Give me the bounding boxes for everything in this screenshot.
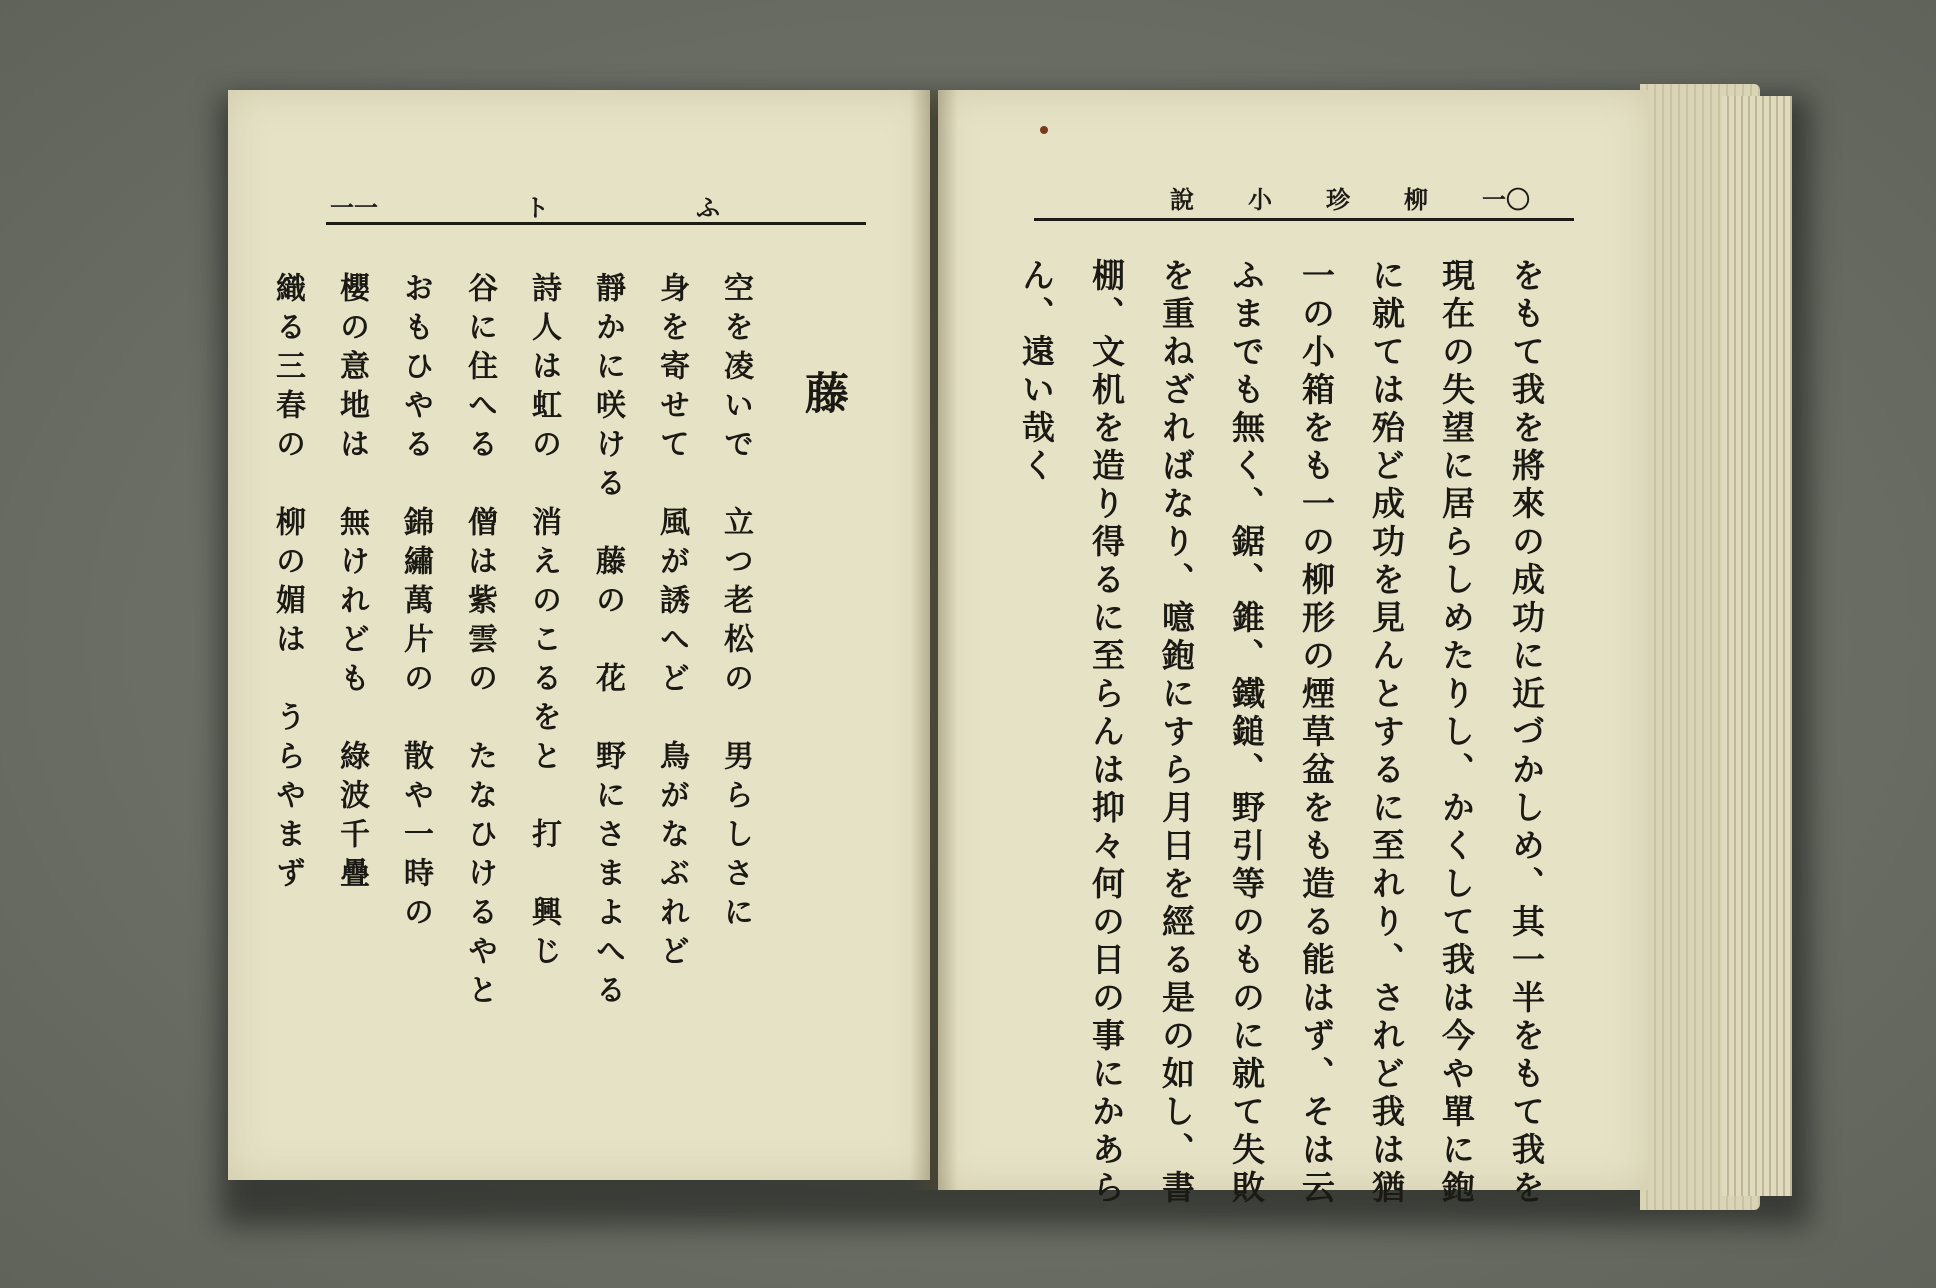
poem-line: 織る三春の 柳の媚は うらやまず xyxy=(270,272,305,896)
left-page-number: 一一 xyxy=(330,193,378,222)
text-line: をもて我を將來の成功に近づかしめ、其一半をもて我を xyxy=(1507,258,1546,1208)
text-line: ふまでも無く、鋸、錐、鐵鎚、野引等のものに就て失敗 xyxy=(1227,258,1266,1208)
text-line: 一の小箱をも一の柳形の煙草盆をも造る能はず、そは云 xyxy=(1297,258,1336,1208)
left-running-head xyxy=(330,188,720,223)
right-page-number: 一〇 xyxy=(1482,185,1530,214)
text-line: ん、遠い哉く xyxy=(1017,258,1056,486)
poem-line: 身を寄せて 風が誘へど 鳥がなぶれど xyxy=(654,272,689,974)
poem-line: おもひやる 錦繡萬片の 散や一時の xyxy=(398,272,433,935)
book-gutter xyxy=(910,90,958,1190)
poem-line: 詩人は虹の 消えのこるをと 打 興じ xyxy=(526,272,561,974)
poem-title: 藤 xyxy=(797,370,848,414)
right-head-char-0: 柳 xyxy=(1404,185,1428,214)
poem-line: 谷に住へる 僧は紫雲の たなひけるやと xyxy=(462,272,497,1013)
poem-line: 靜かに咲ける 藤の 花 野にさまよへる xyxy=(590,272,625,1013)
right-head-char-1: 珍 xyxy=(1326,185,1350,214)
left-head-char-0: ふ xyxy=(696,193,720,222)
left-header-rule xyxy=(326,222,866,225)
left-head-char-1: ト xyxy=(525,193,549,222)
right-running-head xyxy=(1170,180,1530,215)
right-head-char-2: 小 xyxy=(1248,185,1272,214)
text-line: に就ては殆ど成功を見んとするに至れり、されど我は猶 xyxy=(1367,258,1406,1208)
poem-line: 空を凌いで 立つ老松の 男らしさに xyxy=(718,272,753,935)
ink-spot xyxy=(1040,126,1048,134)
page-edges-back xyxy=(1722,96,1792,1196)
right-header-rule xyxy=(1034,218,1574,221)
right-head-char-3: 說 xyxy=(1170,185,1194,214)
text-line: 棚、文机を造り得るに至らんは抑々何の日の事にかあら xyxy=(1087,258,1126,1208)
text-line: 現在の失望に居らしめたりし、かくして我は今や單に鉋 xyxy=(1437,258,1476,1208)
poem-line: 櫻の意地は 無けれども 綠波千疊 xyxy=(334,272,369,896)
text-line: を重ねざればなり、噫鉋にすら月日を經る是の如し、書 xyxy=(1157,258,1196,1208)
